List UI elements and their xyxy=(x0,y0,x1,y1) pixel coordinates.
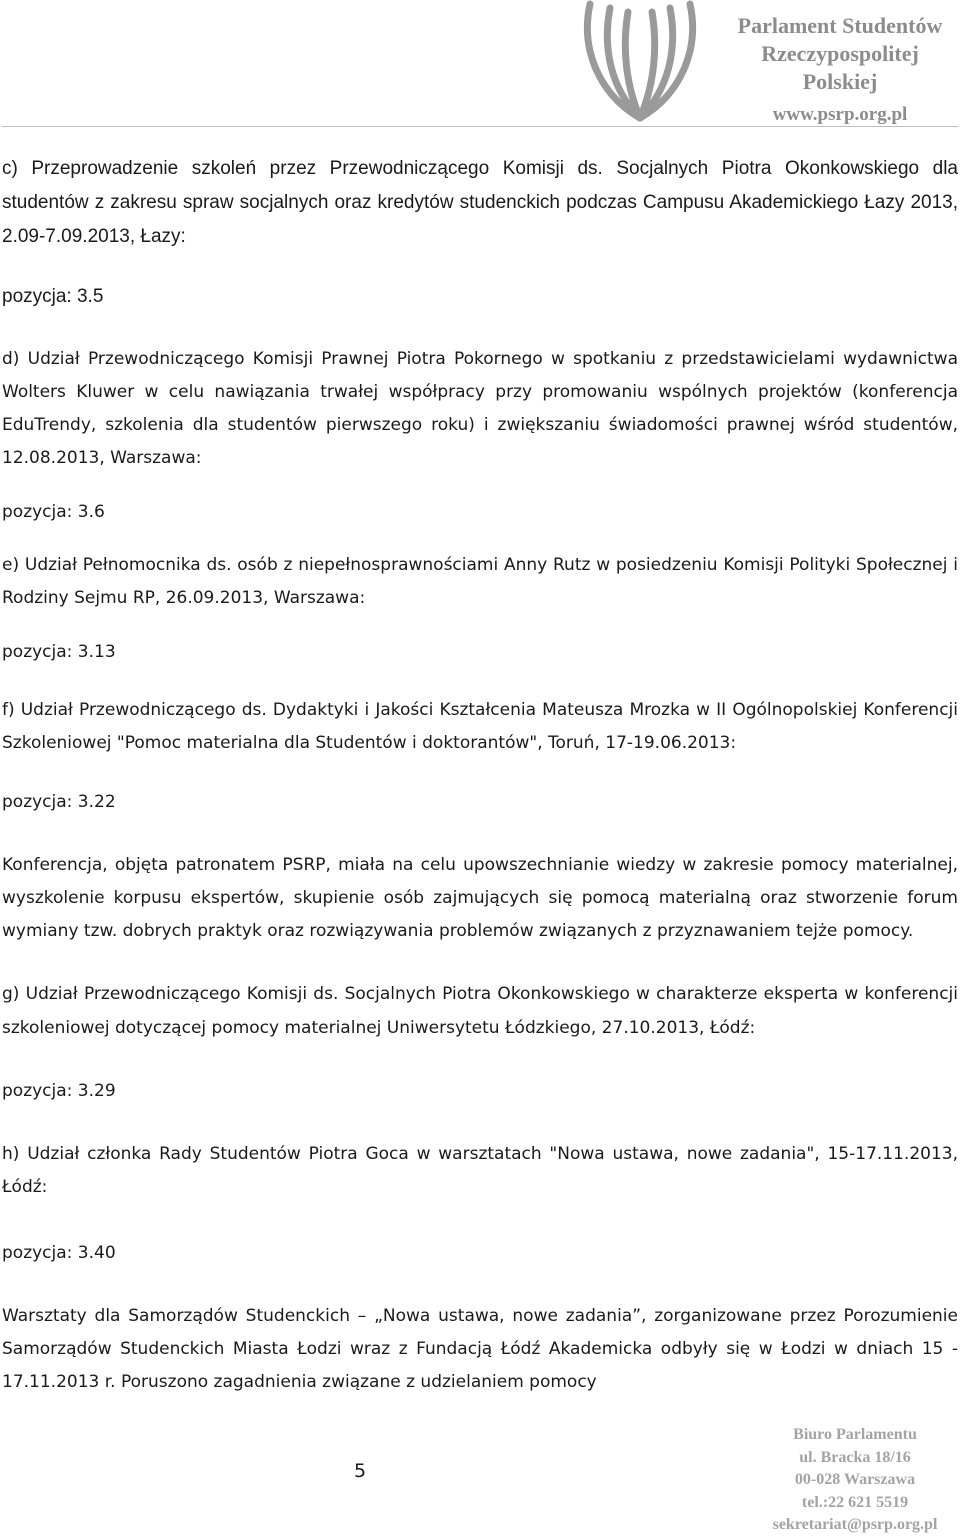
item-f-paragraph: f) Udział Przewodniczącego ds. Dydaktyki i Jakości Kształcenia Mateusza Mrozka w II Ogólnopolskiej Konferencji Szkoleniowej "Pomoc materialna dla Studentów i doktorantów", Toruń, 17-19.06.2013: xyxy=(2,700,958,754)
header-divider xyxy=(2,126,958,127)
psrp-brand xyxy=(722,12,958,130)
page-number: 5 xyxy=(353,1460,367,1482)
office-name: Biuro Parlamentu xyxy=(793,1426,917,1443)
brand-name-line1: Parlament Studentów xyxy=(737,13,943,38)
brand-name-line2: Rzeczypospolitej Polskiej xyxy=(761,41,919,94)
page-header xyxy=(0,0,960,128)
item-e-position: pozycja: 3.13 xyxy=(2,642,116,662)
item-c-paragraph: c) Przeprowadzenie szkoleń przez Przewodniczącego Komisji ds. Socjalnych Piotra Okonkowskiego dla studentów z zakresu spraw socjalnych oraz kredytów studenckich podczas Campusu Akademickiego Łazy 2013, 2.09-7.09.2013, Łazy: xyxy=(2,158,958,247)
office-address xyxy=(760,1424,950,1537)
item-d-paragraph: d) Udział Przewodniczącego Komisji Prawnej Piotra Pokornego w spotkaniu z przedstawicielami wydawnictwa Wolters Kluwer w celu nawiązania trwałej współpracy przy promowaniu wspólnych projektów (konferencja EduTrendy, szkolenia dla studentów pierwszego roku) i zwiększaniu świadomości prawnej wśród studentów, 12.08.2013, Warszawa: xyxy=(2,349,958,468)
item-g-paragraph: g) Udział Przewodniczącego Komisji ds. Socjalnych Piotra Okonkowskiego w charakterze eksperta w konferencji szkoleniowej dotyczącej pomocy materialnej Uniwersytetu Łódzkiego, 27.10.2013, Łódź: xyxy=(2,984,958,1038)
office-email[interactable]: sekretariat@psrp.org.pl xyxy=(772,1516,938,1533)
office-city: 00-028 Warszawa xyxy=(794,1471,916,1488)
psrp-logo-icon xyxy=(560,0,720,122)
item-h-paragraph: h) Udział członka Rady Studentów Piotra Goca w warsztatach "Nowa ustawa, nowe zadania", 15-17.11.2013, Łódź: xyxy=(2,1144,958,1198)
office-street: ul. Bracka 18/16 xyxy=(799,1448,911,1466)
item-e-paragraph: e) Udział Pełnomocnika ds. osób z niepełnosprawnościami Anny Rutz w posiedzeniu Komisji Polityki Społecznej i Rodziny Sejmu RP, 26.09.2013, Warszawa: xyxy=(2,555,958,608)
document-body xyxy=(2,152,958,1400)
item-f-position: pozycja: 3.22 xyxy=(2,791,116,812)
item-h-position: pozycja: 3.40 xyxy=(2,1242,116,1263)
brand-website[interactable]: www.psrp.org.pl xyxy=(772,104,908,125)
office-phone: tel.:22 621 5519 xyxy=(801,1493,909,1511)
item-f-description: Konferencja, objęta patronatem PSRP, miała na celu upowszechnianie wiedzy w zakresie pomocy materialnej, wyszkolenie korpusu ekspertów, skupienie osób zajmujących się pomocą materialną oraz stworzenie forum wymiany tzw. dobrych praktyk oraz rozwiązywania problemów związanych z przyznawaniem tejże pomocy. xyxy=(2,854,958,942)
item-g-position: pozycja: 3.29 xyxy=(2,1081,116,1102)
item-d-position: pozycja: 3.6 xyxy=(2,502,105,522)
item-h-description: Warsztaty dla Samorządów Studenckich – „Nowa ustawa, nowe zadania”, zorganizowane przez Porozumienie Samorządów Studenckich Miasta Łodzi wraz z Fundacją Łódź Akademicka odbyły się w Łodzi w dniach 15 - 17.11.2013 r. Poruszono zagadnienia związane z udzielaniem pomocy xyxy=(2,1305,958,1393)
item-c-position: pozycja: 3.5 xyxy=(2,286,104,307)
